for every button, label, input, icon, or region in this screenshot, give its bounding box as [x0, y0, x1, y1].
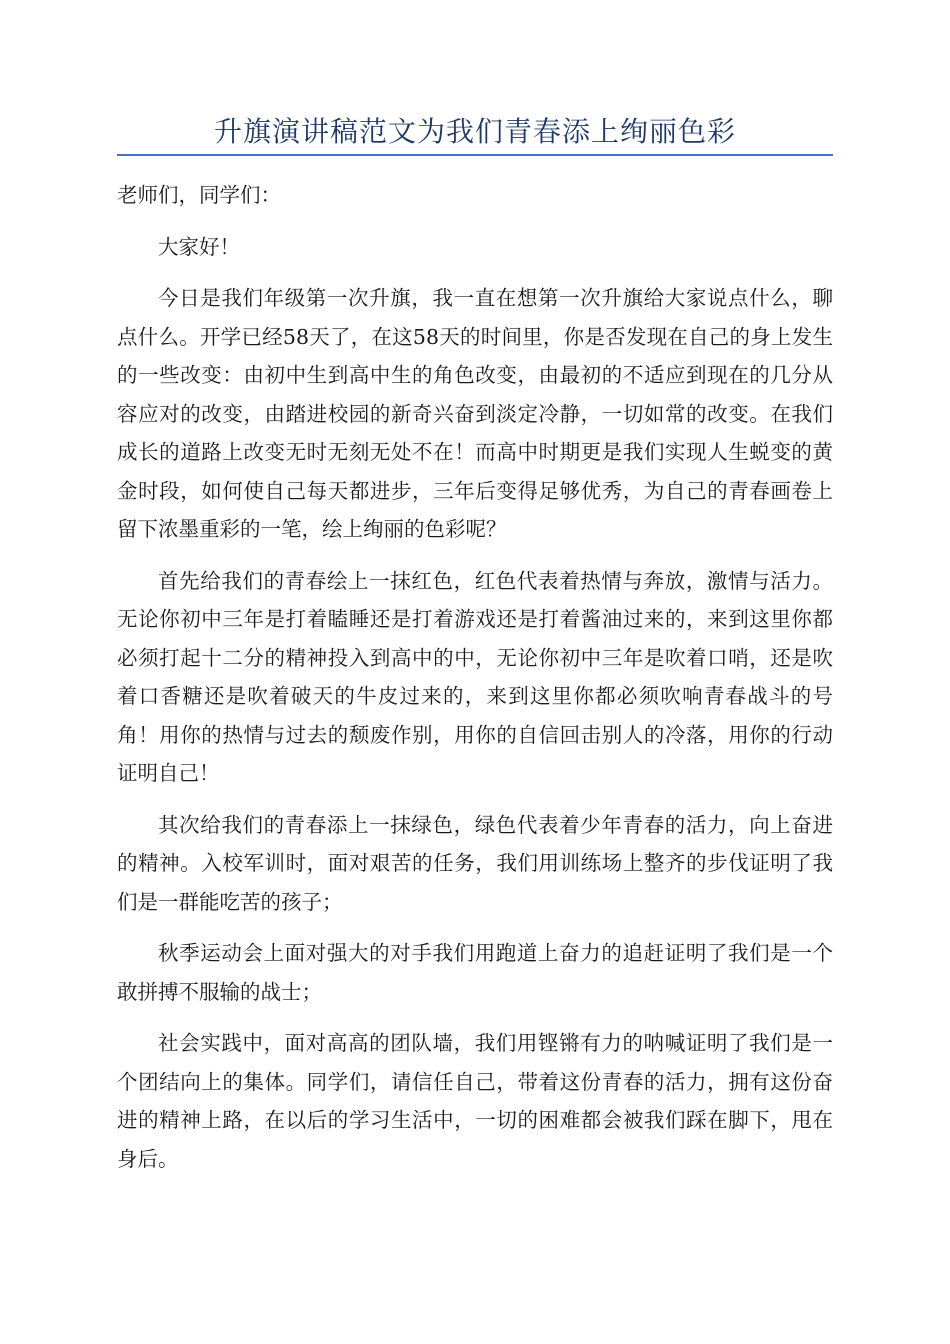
paragraph-intro: 今日是我们年级第一次升旗，我一直在想第一次升旗给大家说点什么，聊点什么。开学已经58天了，在这58天的时间里，你是否发现在自己的身上发生的一些改变：由初中生到高中生的角色改变，由最初的不适应到现在的几分从容应对的改变，由踏进校园的新奇兴奋到淡定冷静，一切如常的改变。在我们成长的道路上改变无时无刻无处不在！而高中时期更是我们实现人生蜕变的黄金时段，如何使自己每天都进步，三年后变得足够优秀，为自己的青春画卷上留下浓墨重彩的一笔，绘上绚丽的色彩呢？ [117, 286, 833, 541]
salutation: 老师们，同学们： [117, 183, 281, 207]
paragraph-sports: 秋季运动会上面对强大的对手我们用跑道上奋力的追赶证明了我们是一个敢拼搏不服输的战士； [117, 941, 833, 1004]
paragraph-green: 其次给我们的青春添上一抹绿色，绿色代表着少年青春的活力，向上奋进的精神。入校军训时，面对艰苦的任务，我们用训练场上整齐的步伐证明了我们是一群能吃苦的孩子； [117, 812, 833, 914]
paragraph-red: 首先给我们的青春绘上一抹红色，红色代表着热情与奔放，激情与活力。无论你初中三年是打着瞌睡还是打着游戏还是打着酱油过来的，来到这里你都必须打起十二分的精神投入到高中的中，无论你初中三年是吹着口哨，还是吹着口香糖还是吹着破天的牛皮过来的，来到这里你都必须吹响青春战斗的号角！用你的热情与过去的颓废作别，用你的自信回击别人的冷落，用你的行动证明自己！ [117, 568, 833, 785]
title-underline [117, 154, 833, 156]
document-title: 升旗演讲稿范文为我们青春添上绚丽色彩 [213, 115, 736, 148]
paragraph-greeting: 大家好！ [158, 234, 240, 259]
document-body [117, 176, 833, 1191]
paragraph-practice: 社会实践中，面对高高的团队墙，我们用铿锵有力的呐喊证明了我们是一个团结向上的集体。同学们，请信任自己，带着这份青春的活力，拥有这份奋进的精神上路，在以后的学习生活中，一切的困难都会被我们踩在脚下，甩在身后。 [117, 1031, 833, 1171]
